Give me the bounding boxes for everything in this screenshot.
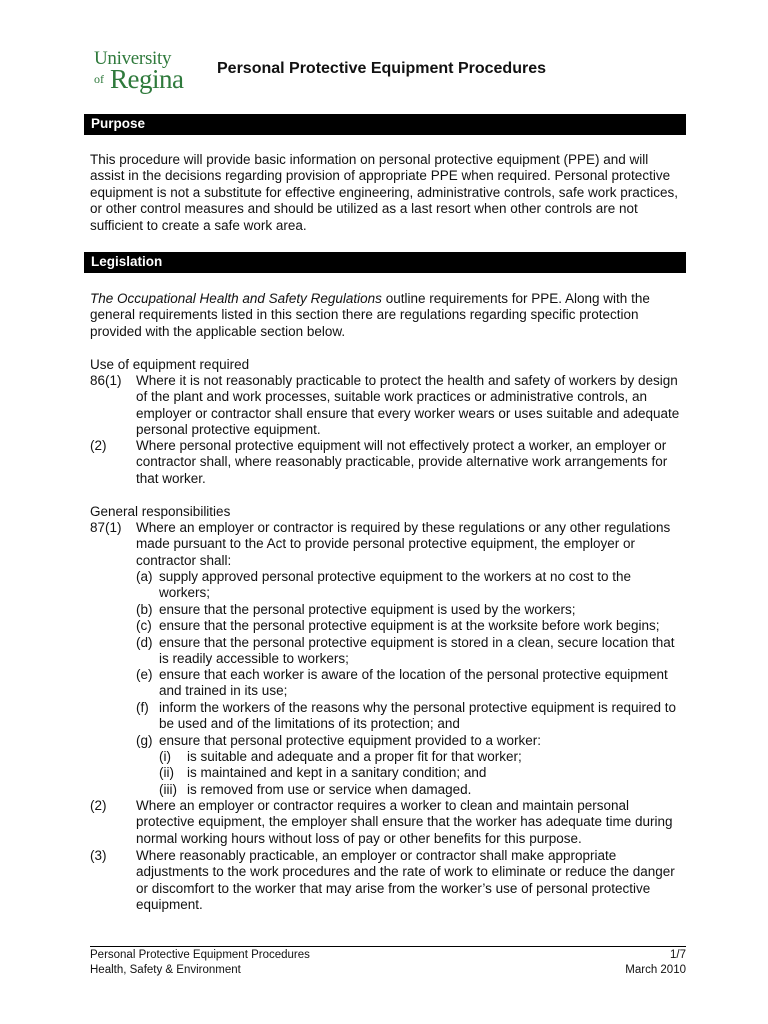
- section-86-2-number: (2): [90, 438, 107, 453]
- section-86-1-number: 86(1): [90, 373, 122, 388]
- footer-page-number: 1/7: [670, 949, 686, 961]
- section-86-2-text: Where personal protective equipment will not effectively protect a worker, an employer or contractor shall, where reasonably practicable, provide alternative work arrangements for that worker.: [136, 438, 668, 486]
- list-item-label: (f): [136, 700, 149, 715]
- list-item-label: (e): [136, 667, 153, 682]
- list-item-text: ensure that the personal protective equipment is at the worksite before work begins;: [159, 618, 660, 633]
- university-logo: [92, 46, 192, 96]
- section-87-1-text: Where an employer or contractor is required by these regulations or any other regulations made pursuant to the Act to provide personal protective equipment, the employer or contractor shall:: [136, 520, 671, 568]
- list-item-label: (b): [136, 602, 153, 617]
- list-item-text: ensure that the personal protective equipment is used by the workers;: [159, 602, 576, 617]
- legislation-heading: Legislation: [91, 254, 163, 269]
- section-87-2-number: (2): [90, 798, 107, 813]
- list-item-text: inform the workers of the reasons why the personal protective equipment is required to be used and of the limitations of its protection; and: [159, 700, 677, 732]
- sub-list-item-label: (ii): [159, 765, 174, 780]
- sub-list-item-text: is suitable and adequate and a proper fit for that worker;: [187, 749, 522, 764]
- section-86-1-text: Where it is not reasonably practicable to protect the health and safety of workers by design of the plant and work processes, suitable work practices or administrative controls, an employer or contractor shall ensure that every worker wears or uses suitable and adequate personal protective equipment.: [136, 373, 680, 438]
- sub-list-item-text: is removed from use or service when damaged.: [187, 782, 472, 797]
- logo-line-university: University: [94, 48, 172, 69]
- purpose-heading-bar: [84, 114, 686, 135]
- legislation-heading-bar: [84, 252, 686, 273]
- use-of-equipment-heading: Use of equipment required: [90, 357, 250, 372]
- footer-document-title: Personal Protective Equipment Procedures: [90, 949, 310, 961]
- section-87-1-number: 87(1): [90, 520, 122, 535]
- legislation-intro: [90, 291, 686, 340]
- section-87-2-text: Where an employer or contractor requires a worker to clean and maintain personal protective equipment, the employer shall ensure that the worker has adequate time during normal working hours without loss of pay or other benefits for this purpose.: [136, 798, 673, 846]
- footer-department: Health, Safety & Environment: [90, 964, 241, 976]
- section-87-3-number: (3): [90, 848, 107, 863]
- list-item-text: supply approved personal protective equipment to the workers at no cost to the workers;: [159, 569, 632, 601]
- footer-divider: [90, 946, 686, 947]
- list-item-text: ensure that each worker is aware of the location of the personal protective equipment and trained in its use;: [159, 667, 668, 699]
- logo-line-regina: Regina: [110, 64, 184, 94]
- list-item-label: (c): [136, 618, 152, 633]
- section-87-3-text: Where reasonably practicable, an employer or contractor shall make appropriate adjustments to the work procedures and the rate of work to eliminate or reduce the danger or discomfort to the worker that may arise from the worker’s use of personal protective equipment.: [136, 848, 675, 913]
- sub-list-item-label: (iii): [159, 782, 177, 797]
- purpose-text: This procedure will provide basic information on personal protective equipment (PPE) and will assist in the decisions regarding provision of appropriate PPE when required. Personal protective equipment is not a substitute for effective engineering, administrative controls, safe work practices, or other control measures and should be utilized as a last resort when other controls are not sufficient to create a safe work area.: [90, 152, 679, 233]
- document-title: Personal Protective Equipment Procedures: [217, 60, 546, 77]
- list-item-label: (d): [136, 635, 153, 650]
- list-item-text: ensure that personal protective equipment provided to a worker:: [159, 733, 541, 748]
- list-item-label: (g): [136, 733, 153, 748]
- general-responsibilities-heading: General responsibilities: [90, 504, 231, 519]
- logo-line-of: of: [94, 72, 104, 86]
- list-item-text: ensure that the personal protective equipment is stored in a clean, secure location that is readily accessible to workers;: [159, 635, 675, 667]
- footer-date: March 2010: [625, 964, 686, 976]
- sub-list-item-text: is maintained and kept in a sanitary condition; and: [187, 765, 487, 780]
- list-item-label: (a): [136, 569, 153, 584]
- sub-list-item-label: (i): [159, 749, 171, 764]
- regulations-title: The Occupational Health and Safety Regulations: [90, 291, 382, 306]
- purpose-heading: Purpose: [91, 116, 146, 131]
- legislation-intro-rest: outline requirements for PPE. Along with the general requirements listed in this section there are regulations regarding specific protection provided with the applicable section below.: [90, 291, 650, 339]
